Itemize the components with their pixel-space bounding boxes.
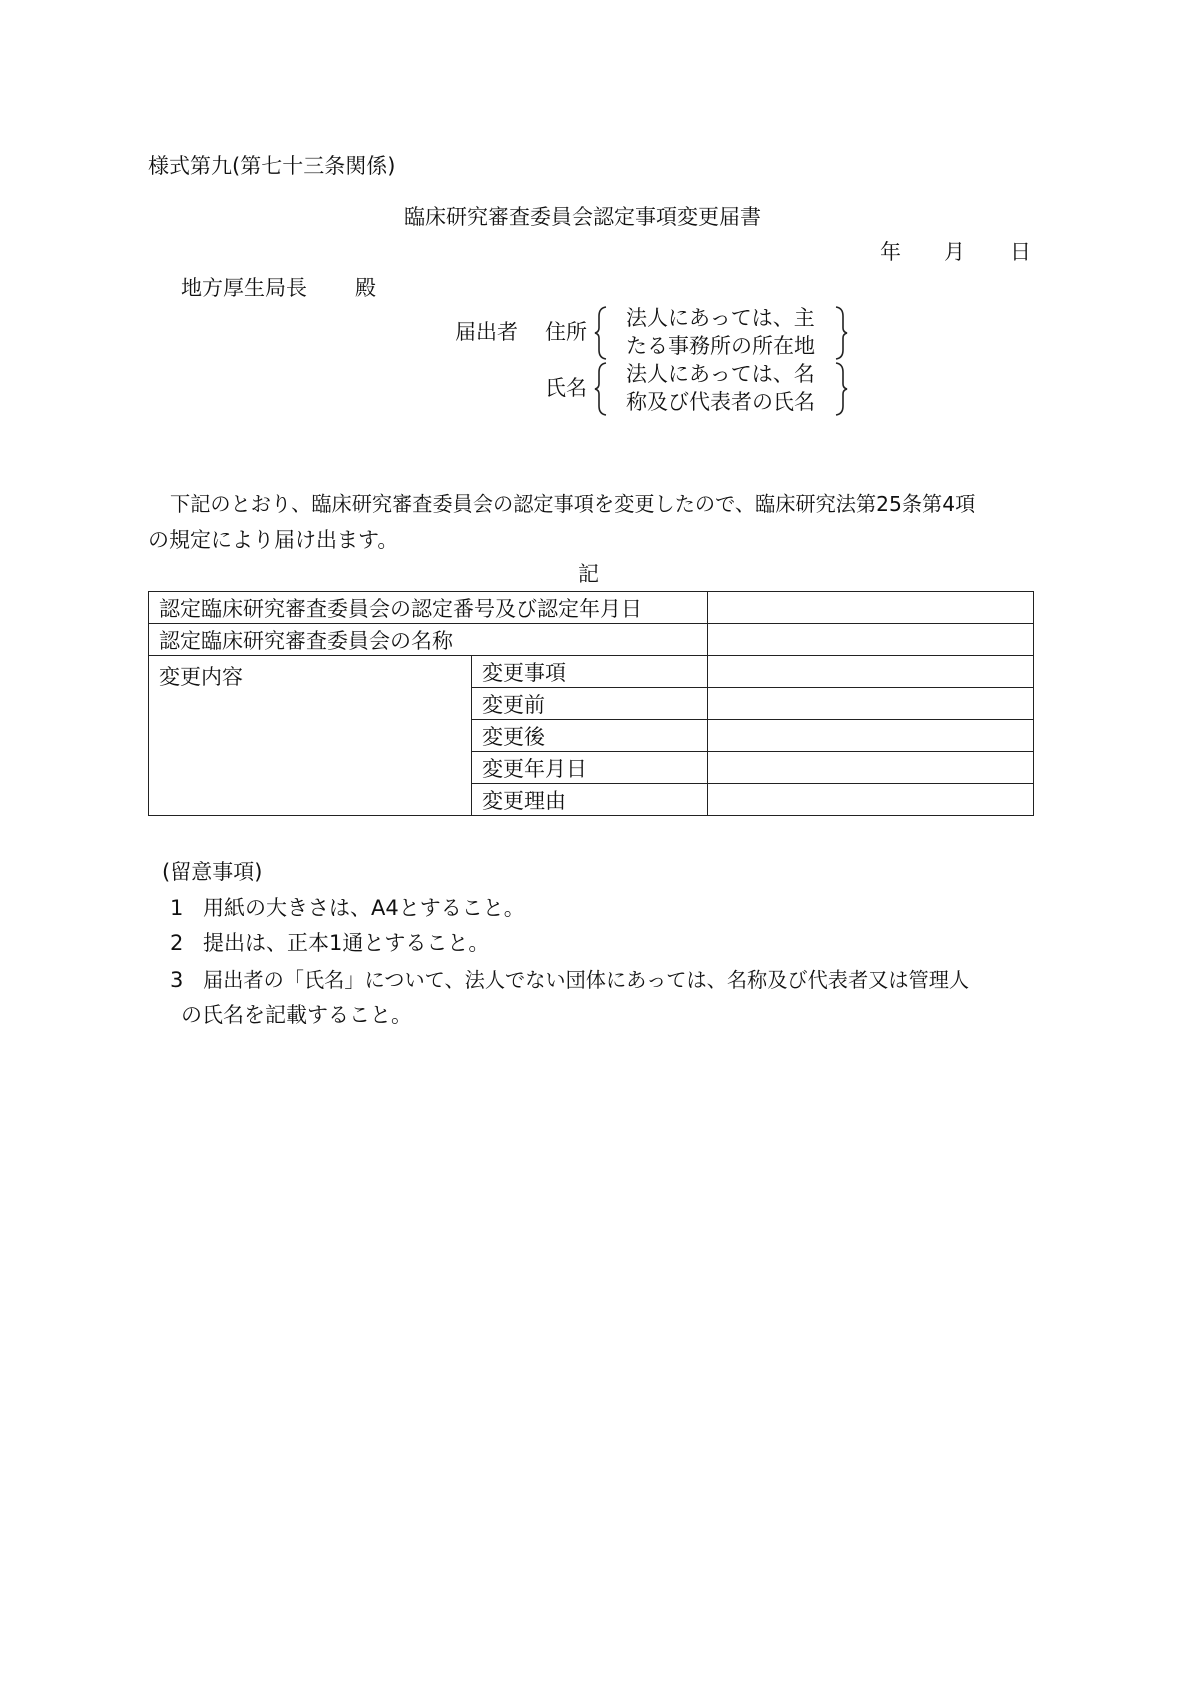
change-item-label: 変更事項 [472,656,708,688]
body-line2: の規定により届け出ます。 [148,528,399,552]
note-3-continuation: の氏名を記載すること。 [181,1003,412,1027]
note-3-number: 3 [170,968,184,992]
before-change-label: 変更前 [472,688,708,720]
certification-number-value-cell[interactable] [708,592,1034,624]
submitter-label: 届出者 [455,320,518,344]
note-1-text: 用紙の大きさは、A4とすること。 [203,896,525,920]
name-label: 氏名 [545,376,587,400]
table-row [149,592,1034,624]
ki-label: 記 [578,562,599,586]
date-month-label: 月 [944,240,965,264]
form-label: 様式第九(第七十三条関係) [148,154,396,178]
address-note-line2: たる事務所の所在地 [626,334,815,358]
committee-name-value-cell[interactable] [708,624,1034,656]
addressee: 地方厚生局長 [181,276,307,300]
note-2-text: 提出は、正本1通とすること。 [203,931,490,955]
change-reason-label: 変更理由 [472,784,708,816]
date-day-label: 日 [1010,240,1031,264]
honorific: 殿 [355,276,376,300]
table-row [149,624,1034,656]
name-open-brace [594,362,608,416]
before-change-value-cell[interactable] [708,688,1034,720]
change-date-value-cell[interactable] [708,752,1034,784]
notes-heading: (留意事項) [162,860,263,884]
name-note-line2: 称及び代表者の氏名 [626,390,815,414]
name-close-brace [834,362,848,416]
note-1-number: 1 [170,896,184,920]
change-item-value-cell[interactable] [708,656,1034,688]
date-year-label: 年 [880,240,901,264]
document-title: 臨床研究審査委員会認定事項変更届書 [404,205,761,229]
name-note-line1: 法人にあっては、名 [626,362,815,386]
note-2-number: 2 [170,931,184,955]
address-note-line1: 法人にあっては、主 [626,306,815,330]
change-date-label: 変更年月日 [472,752,708,784]
change-table [148,591,1034,816]
table-row [149,656,1034,688]
change-reason-value-cell[interactable] [708,784,1034,816]
address-label: 住所 [545,320,587,344]
change-content-label: 変更内容 [149,656,472,816]
address-open-brace [594,306,608,360]
address-close-brace [834,306,848,360]
committee-name-label: 認定臨床研究審査委員会の名称 [149,624,708,656]
body-line1: 下記のとおり、臨床研究審査委員会の認定事項を変更したので、臨床研究法第25条第4項 [170,492,976,516]
after-change-value-cell[interactable] [708,720,1034,752]
note-3-text: 届出者の「氏名」について、法人でない団体にあっては、名称及び代表者又は管理人 [203,968,970,992]
after-change-label: 変更後 [472,720,708,752]
certification-number-label: 認定臨床研究審査委員会の認定番号及び認定年月日 [149,592,708,624]
